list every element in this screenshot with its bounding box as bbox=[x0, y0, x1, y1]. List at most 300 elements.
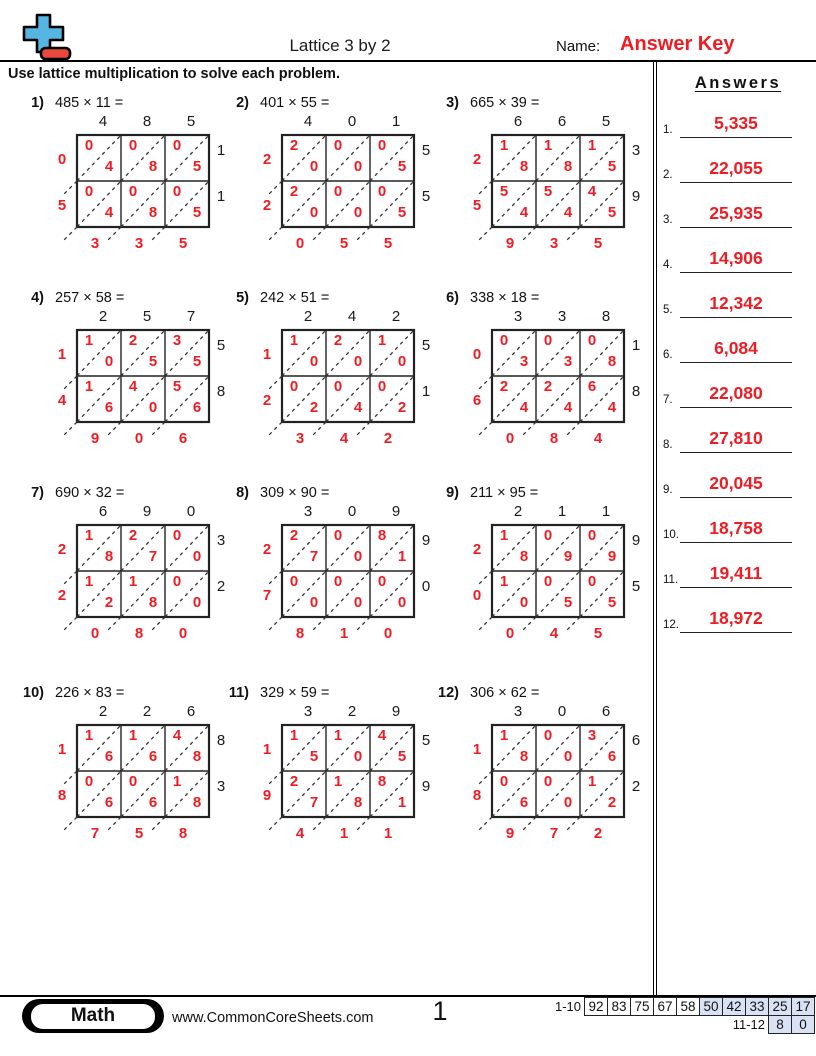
problem-11 bbox=[227, 685, 432, 850]
problem-number: 1) bbox=[31, 95, 44, 111]
cell-tens-digit: 0 bbox=[587, 527, 597, 544]
answer-underline bbox=[680, 362, 792, 363]
problem-number: 8) bbox=[236, 485, 249, 501]
score-cell: 75 bbox=[630, 997, 654, 1016]
carry-digit: 8 bbox=[472, 787, 482, 804]
multiplier-digit: 2 bbox=[216, 578, 226, 595]
sum-digit: 1 bbox=[383, 825, 393, 842]
multiplicand-digit: 2 bbox=[303, 308, 313, 325]
multiplicand-digit: 2 bbox=[98, 308, 108, 325]
cell-units-digit: 0 bbox=[563, 748, 573, 765]
problem-number: 9) bbox=[446, 485, 459, 501]
cell-units-digit: 1 bbox=[397, 548, 407, 565]
cell-tens-digit: 2 bbox=[289, 183, 299, 200]
multiplicand-digit: 6 bbox=[186, 703, 196, 720]
cell-units-digit: 0 bbox=[353, 594, 363, 611]
cell-units-digit: 0 bbox=[148, 399, 158, 416]
carry-digit: 0 bbox=[472, 346, 482, 363]
answer-item-3 bbox=[660, 190, 816, 235]
cell-tens-digit: 1 bbox=[128, 573, 138, 590]
multiplicand-digit: 2 bbox=[142, 703, 152, 720]
answer-underline bbox=[680, 317, 792, 318]
carry-digit: 4 bbox=[57, 392, 67, 409]
cell-tens-digit: 0 bbox=[128, 183, 138, 200]
sum-digit: 0 bbox=[383, 625, 393, 642]
score-cell: 42 bbox=[722, 997, 746, 1016]
cell-units-digit: 5 bbox=[148, 353, 158, 370]
cell-tens-digit: 1 bbox=[289, 727, 299, 744]
cell-units-digit: 8 bbox=[148, 158, 158, 175]
problem-number: 2) bbox=[236, 95, 249, 111]
lattice bbox=[437, 113, 642, 252]
multiplicand-digit: 1 bbox=[601, 503, 611, 520]
multiplicand-digit: 7 bbox=[186, 308, 196, 325]
cell-units-digit: 8 bbox=[353, 794, 363, 811]
problem-header bbox=[437, 290, 539, 306]
cell-units-digit: 4 bbox=[607, 399, 617, 416]
multiplicand-digit: 3 bbox=[557, 308, 567, 325]
cell-units-digit: 0 bbox=[519, 594, 529, 611]
answers-heading: Answers bbox=[694, 74, 782, 92]
multiplicand-digit: 2 bbox=[347, 703, 357, 720]
cell-tens-digit: 2 bbox=[543, 378, 553, 395]
cell-tens-digit: 5 bbox=[172, 378, 182, 395]
multiplier-digit: 3 bbox=[216, 778, 226, 795]
multiplicand-digit: 4 bbox=[347, 308, 357, 325]
cell-tens-digit: 1 bbox=[587, 773, 597, 790]
multiplicand-digit: 0 bbox=[347, 503, 357, 520]
cell-units-digit: 5 bbox=[309, 748, 319, 765]
cell-tens-digit: 1 bbox=[499, 727, 509, 744]
multiplier-digit: 5 bbox=[216, 337, 226, 354]
problem-equation: 338 × 18 = bbox=[470, 290, 540, 306]
cell-units-digit: 0 bbox=[309, 353, 319, 370]
cell-tens-digit: 2 bbox=[499, 378, 509, 395]
cell-units-digit: 8 bbox=[563, 158, 573, 175]
cell-units-digit: 7 bbox=[148, 548, 158, 565]
cell-units-digit: 0 bbox=[563, 794, 573, 811]
cell-tens-digit: 1 bbox=[499, 527, 509, 544]
lattice bbox=[227, 503, 432, 642]
sum-digit: 8 bbox=[178, 825, 188, 842]
answer-item-2 bbox=[660, 145, 816, 190]
problems-area bbox=[22, 95, 652, 975]
answer-item-10 bbox=[660, 505, 816, 550]
lattice bbox=[437, 503, 642, 642]
sum-digit: 3 bbox=[90, 235, 100, 252]
carry-digit: 0 bbox=[472, 587, 482, 604]
cell-units-digit: 0 bbox=[192, 548, 202, 565]
problem-equation: 690 × 32 = bbox=[55, 485, 125, 501]
cell-units-digit: 8 bbox=[192, 794, 202, 811]
multiplier-digit: 9 bbox=[631, 532, 641, 549]
problem-1 bbox=[22, 95, 227, 260]
problem-header bbox=[437, 95, 539, 111]
answer-number: 8. bbox=[663, 439, 673, 451]
problem-header bbox=[22, 290, 124, 306]
name-label: Name: bbox=[556, 38, 601, 55]
cell-tens-digit: 1 bbox=[499, 573, 509, 590]
problem-number: 6) bbox=[446, 290, 459, 306]
sum-digit: 5 bbox=[178, 235, 188, 252]
cell-units-digit: 0 bbox=[104, 353, 114, 370]
cell-units-digit: 0 bbox=[353, 204, 363, 221]
cell-units-digit: 5 bbox=[563, 594, 573, 611]
cell-units-digit: 8 bbox=[192, 748, 202, 765]
problem-header bbox=[22, 485, 124, 501]
multiplier-digit: 5 bbox=[421, 142, 431, 159]
cell-tens-digit: 2 bbox=[128, 527, 138, 544]
answer-item-1 bbox=[660, 100, 816, 145]
score-row bbox=[535, 1015, 815, 1034]
problem-number: 4) bbox=[31, 290, 44, 306]
sum-digit: 5 bbox=[593, 625, 603, 642]
cell-units-digit: 5 bbox=[607, 158, 617, 175]
problem-12 bbox=[437, 685, 642, 850]
sum-digit: 1 bbox=[339, 825, 349, 842]
lattice-grid-lines bbox=[227, 308, 432, 443]
cell-units-digit: 8 bbox=[104, 548, 114, 565]
sum-digit: 9 bbox=[90, 430, 100, 447]
lattice-grid-lines bbox=[22, 503, 227, 638]
cell-units-digit: 6 bbox=[519, 794, 529, 811]
cell-units-digit: 4 bbox=[563, 399, 573, 416]
carry-digit: 1 bbox=[262, 741, 272, 758]
site-url: www.CommonCoreSheets.com bbox=[172, 1010, 374, 1026]
carry-digit: 5 bbox=[472, 197, 482, 214]
cell-tens-digit: 1 bbox=[84, 332, 94, 349]
answer-underline bbox=[680, 632, 792, 633]
cell-units-digit: 2 bbox=[607, 794, 617, 811]
answer-value: 18,972 bbox=[709, 608, 763, 628]
answer-item-4 bbox=[660, 235, 816, 280]
lattice bbox=[227, 113, 432, 252]
sum-digit: 2 bbox=[593, 825, 603, 842]
carry-digit: 2 bbox=[472, 541, 482, 558]
cell-tens-digit: 2 bbox=[289, 773, 299, 790]
multiplicand-digit: 3 bbox=[303, 703, 313, 720]
answer-underline bbox=[680, 587, 792, 588]
sum-digit: 1 bbox=[339, 625, 349, 642]
cell-units-digit: 0 bbox=[353, 353, 363, 370]
problem-3 bbox=[437, 95, 642, 260]
cell-tens-digit: 0 bbox=[377, 573, 387, 590]
multiplicand-digit: 2 bbox=[513, 503, 523, 520]
answer-item-9 bbox=[660, 460, 816, 505]
cell-tens-digit: 1 bbox=[377, 332, 387, 349]
cell-units-digit: 0 bbox=[397, 594, 407, 611]
multiplier-digit: 5 bbox=[631, 578, 641, 595]
cell-tens-digit: 1 bbox=[128, 727, 138, 744]
problem-equation: 242 × 51 = bbox=[260, 290, 330, 306]
answer-value: 14,906 bbox=[709, 248, 763, 268]
cell-units-digit: 9 bbox=[607, 548, 617, 565]
cell-tens-digit: 0 bbox=[84, 183, 94, 200]
score-range-label: 1-10 bbox=[554, 999, 581, 1014]
page-title: Lattice 3 by 2 bbox=[289, 36, 391, 55]
cell-tens-digit: 8 bbox=[377, 773, 387, 790]
cell-units-digit: 8 bbox=[148, 594, 158, 611]
problem-6 bbox=[437, 290, 642, 455]
cell-tens-digit: 0 bbox=[499, 773, 509, 790]
carry-digit: 2 bbox=[262, 541, 272, 558]
problem-equation: 665 × 39 = bbox=[470, 95, 540, 111]
lattice bbox=[437, 703, 642, 842]
subject-badge bbox=[22, 999, 164, 1033]
multiplicand-digit: 4 bbox=[303, 113, 313, 130]
multiplicand-digit: 0 bbox=[186, 503, 196, 520]
problem-header bbox=[437, 685, 539, 701]
cell-tens-digit: 0 bbox=[333, 183, 343, 200]
cell-tens-digit: 6 bbox=[587, 378, 597, 395]
problem-header bbox=[437, 485, 538, 501]
answer-number: 9. bbox=[663, 484, 673, 496]
cell-tens-digit: 4 bbox=[587, 183, 597, 200]
problem-number: 11) bbox=[228, 685, 249, 701]
cell-tens-digit: 3 bbox=[587, 727, 597, 744]
answer-number: 4. bbox=[663, 259, 673, 271]
cell-units-digit: 5 bbox=[607, 204, 617, 221]
lattice-grid-lines bbox=[22, 113, 227, 248]
carry-digit: 8 bbox=[57, 787, 67, 804]
carry-digit: 2 bbox=[262, 197, 272, 214]
cell-units-digit: 9 bbox=[563, 548, 573, 565]
multiplicand-digit: 6 bbox=[601, 703, 611, 720]
instruction-text: Use lattice multiplication to solve each problem. bbox=[8, 66, 340, 82]
multiplicand-digit: 5 bbox=[601, 113, 611, 130]
answer-value: 12,342 bbox=[709, 293, 763, 313]
sum-digit: 5 bbox=[593, 235, 603, 252]
problem-equation: 309 × 90 = bbox=[260, 485, 330, 501]
multiplicand-digit: 9 bbox=[391, 503, 401, 520]
carry-digit: 2 bbox=[472, 151, 482, 168]
cell-tens-digit: 0 bbox=[128, 773, 138, 790]
cell-units-digit: 4 bbox=[519, 399, 529, 416]
sum-digit: 0 bbox=[90, 625, 100, 642]
score-cell: 33 bbox=[745, 997, 769, 1016]
cell-units-digit: 6 bbox=[192, 399, 202, 416]
problem-7 bbox=[22, 485, 227, 650]
problem-header bbox=[227, 290, 329, 306]
sum-digit: 4 bbox=[549, 625, 559, 642]
cell-units-digit: 4 bbox=[563, 204, 573, 221]
answer-underline bbox=[680, 137, 792, 138]
sum-digit: 3 bbox=[295, 430, 305, 447]
score-cell: 92 bbox=[584, 997, 608, 1016]
problem-number: 7) bbox=[31, 485, 44, 501]
problem-equation: 226 × 83 = bbox=[55, 685, 125, 701]
answer-underline bbox=[680, 407, 792, 408]
lattice bbox=[437, 308, 642, 447]
cell-tens-digit: 1 bbox=[84, 573, 94, 590]
cell-units-digit: 6 bbox=[104, 748, 114, 765]
carry-digit: 0 bbox=[57, 151, 67, 168]
answer-value: 5,335 bbox=[714, 113, 758, 133]
multiplicand-digit: 8 bbox=[142, 113, 152, 130]
answer-value: 18,758 bbox=[709, 518, 763, 538]
cell-tens-digit: 2 bbox=[128, 332, 138, 349]
lattice-grid-lines bbox=[227, 703, 432, 838]
answer-value: 25,935 bbox=[709, 203, 763, 223]
cell-units-digit: 5 bbox=[607, 594, 617, 611]
subject-badge-label: Math bbox=[30, 1003, 156, 1030]
sum-digit: 4 bbox=[339, 430, 349, 447]
answer-value: 22,055 bbox=[709, 158, 763, 178]
lattice bbox=[22, 503, 227, 642]
cell-tens-digit: 0 bbox=[172, 137, 182, 154]
multiplicand-digit: 0 bbox=[347, 113, 357, 130]
carry-digit: 5 bbox=[57, 197, 67, 214]
cell-tens-digit: 0 bbox=[377, 378, 387, 395]
lattice bbox=[22, 703, 227, 842]
cell-tens-digit: 1 bbox=[172, 773, 182, 790]
cell-units-digit: 8 bbox=[607, 353, 617, 370]
cell-units-digit: 0 bbox=[309, 158, 319, 175]
multiplicand-digit: 1 bbox=[557, 503, 567, 520]
multiplicand-digit: 6 bbox=[513, 113, 523, 130]
cell-units-digit: 0 bbox=[309, 594, 319, 611]
cell-tens-digit: 0 bbox=[587, 332, 597, 349]
sum-digit: 8 bbox=[549, 430, 559, 447]
sum-digit: 5 bbox=[339, 235, 349, 252]
cell-units-digit: 0 bbox=[353, 748, 363, 765]
sum-digit: 9 bbox=[505, 235, 515, 252]
problem-header bbox=[227, 95, 329, 111]
carry-digit: 1 bbox=[57, 741, 67, 758]
sum-digit: 2 bbox=[383, 430, 393, 447]
sum-digit: 7 bbox=[90, 825, 100, 842]
cell-tens-digit: 0 bbox=[172, 527, 182, 544]
cell-units-digit: 0 bbox=[397, 353, 407, 370]
cell-tens-digit: 1 bbox=[543, 137, 553, 154]
cell-tens-digit: 2 bbox=[289, 527, 299, 544]
cell-units-digit: 0 bbox=[192, 594, 202, 611]
multiplicand-digit: 5 bbox=[142, 308, 152, 325]
cell-units-digit: 2 bbox=[104, 594, 114, 611]
carry-digit: 2 bbox=[57, 587, 67, 604]
score-cell: 50 bbox=[699, 997, 723, 1016]
cell-tens-digit: 0 bbox=[128, 137, 138, 154]
multiplicand-digit: 1 bbox=[391, 113, 401, 130]
multiplier-digit: 8 bbox=[216, 383, 226, 400]
multiplicand-digit: 3 bbox=[513, 308, 523, 325]
cell-tens-digit: 4 bbox=[128, 378, 138, 395]
carry-digit: 9 bbox=[262, 787, 272, 804]
multiplier-digit: 8 bbox=[216, 732, 226, 749]
problem-8 bbox=[227, 485, 432, 650]
multiplicand-digit: 6 bbox=[98, 503, 108, 520]
problem-header bbox=[22, 95, 123, 111]
sum-digit: 8 bbox=[134, 625, 144, 642]
answer-item-5 bbox=[660, 280, 816, 325]
cell-tens-digit: 1 bbox=[333, 727, 343, 744]
cell-tens-digit: 2 bbox=[289, 137, 299, 154]
score-cell: 83 bbox=[607, 997, 631, 1016]
multiplier-digit: 6 bbox=[631, 732, 641, 749]
problem-number: 10) bbox=[23, 685, 44, 701]
multiplier-digit: 8 bbox=[631, 383, 641, 400]
cell-tens-digit: 5 bbox=[543, 183, 553, 200]
cell-tens-digit: 1 bbox=[84, 727, 94, 744]
carry-digit: 1 bbox=[472, 741, 482, 758]
answer-value: 6,084 bbox=[714, 338, 758, 358]
answer-value: 27,810 bbox=[709, 428, 763, 448]
multiplier-digit: 3 bbox=[216, 532, 226, 549]
carry-digit: 2 bbox=[262, 392, 272, 409]
score-cell: 8 bbox=[768, 1015, 792, 1034]
cell-units-digit: 8 bbox=[519, 748, 529, 765]
multiplier-digit: 5 bbox=[421, 337, 431, 354]
cell-tens-digit: 0 bbox=[333, 378, 343, 395]
score-row bbox=[535, 997, 815, 1016]
cell-units-digit: 5 bbox=[397, 748, 407, 765]
answer-number: 2. bbox=[663, 169, 673, 181]
cell-tens-digit: 2 bbox=[333, 332, 343, 349]
cell-units-digit: 8 bbox=[519, 158, 529, 175]
sum-digit: 4 bbox=[295, 825, 305, 842]
cell-tens-digit: 1 bbox=[84, 378, 94, 395]
cell-units-digit: 6 bbox=[607, 748, 617, 765]
cell-units-digit: 1 bbox=[397, 794, 407, 811]
answer-underline bbox=[680, 452, 792, 453]
lattice bbox=[22, 113, 227, 252]
multiplicand-digit: 2 bbox=[98, 703, 108, 720]
carry-digit: 6 bbox=[472, 392, 482, 409]
plus-minus-logo bbox=[16, 12, 74, 62]
multiplier-digit: 9 bbox=[421, 532, 431, 549]
answer-item-7 bbox=[660, 370, 816, 415]
problem-2 bbox=[227, 95, 432, 260]
cell-tens-digit: 1 bbox=[289, 332, 299, 349]
answer-underline bbox=[680, 497, 792, 498]
cell-tens-digit: 1 bbox=[499, 137, 509, 154]
carry-digit: 1 bbox=[57, 346, 67, 363]
answer-number: 11. bbox=[663, 574, 679, 586]
sum-digit: 4 bbox=[593, 430, 603, 447]
cell-units-digit: 5 bbox=[192, 158, 202, 175]
problem-equation: 485 × 11 = bbox=[55, 95, 124, 111]
cell-tens-digit: 0 bbox=[84, 137, 94, 154]
multiplicand-digit: 5 bbox=[186, 113, 196, 130]
cell-tens-digit: 0 bbox=[543, 573, 553, 590]
multiplicand-digit: 9 bbox=[142, 503, 152, 520]
answer-number: 7. bbox=[663, 394, 673, 406]
minus-icon bbox=[41, 48, 70, 59]
cell-tens-digit: 0 bbox=[587, 573, 597, 590]
answer-item-8 bbox=[660, 415, 816, 460]
multiplier-digit: 1 bbox=[216, 188, 226, 205]
carry-digit: 7 bbox=[262, 587, 272, 604]
score-cell: 25 bbox=[768, 997, 792, 1016]
sum-digit: 6 bbox=[178, 430, 188, 447]
cell-units-digit: 6 bbox=[104, 794, 114, 811]
multiplicand-digit: 3 bbox=[513, 703, 523, 720]
cell-units-digit: 3 bbox=[563, 353, 573, 370]
multiplier-digit: 9 bbox=[631, 188, 641, 205]
cell-tens-digit: 0 bbox=[377, 183, 387, 200]
problem-header bbox=[227, 685, 329, 701]
cell-tens-digit: 0 bbox=[333, 573, 343, 590]
cell-units-digit: 7 bbox=[309, 548, 319, 565]
cell-units-digit: 4 bbox=[519, 204, 529, 221]
cell-tens-digit: 3 bbox=[172, 332, 182, 349]
problem-10 bbox=[22, 685, 227, 850]
cell-tens-digit: 0 bbox=[499, 332, 509, 349]
cell-tens-digit: 0 bbox=[84, 773, 94, 790]
carry-digit: 1 bbox=[262, 346, 272, 363]
sum-digit: 0 bbox=[134, 430, 144, 447]
plus-icon bbox=[24, 15, 63, 52]
